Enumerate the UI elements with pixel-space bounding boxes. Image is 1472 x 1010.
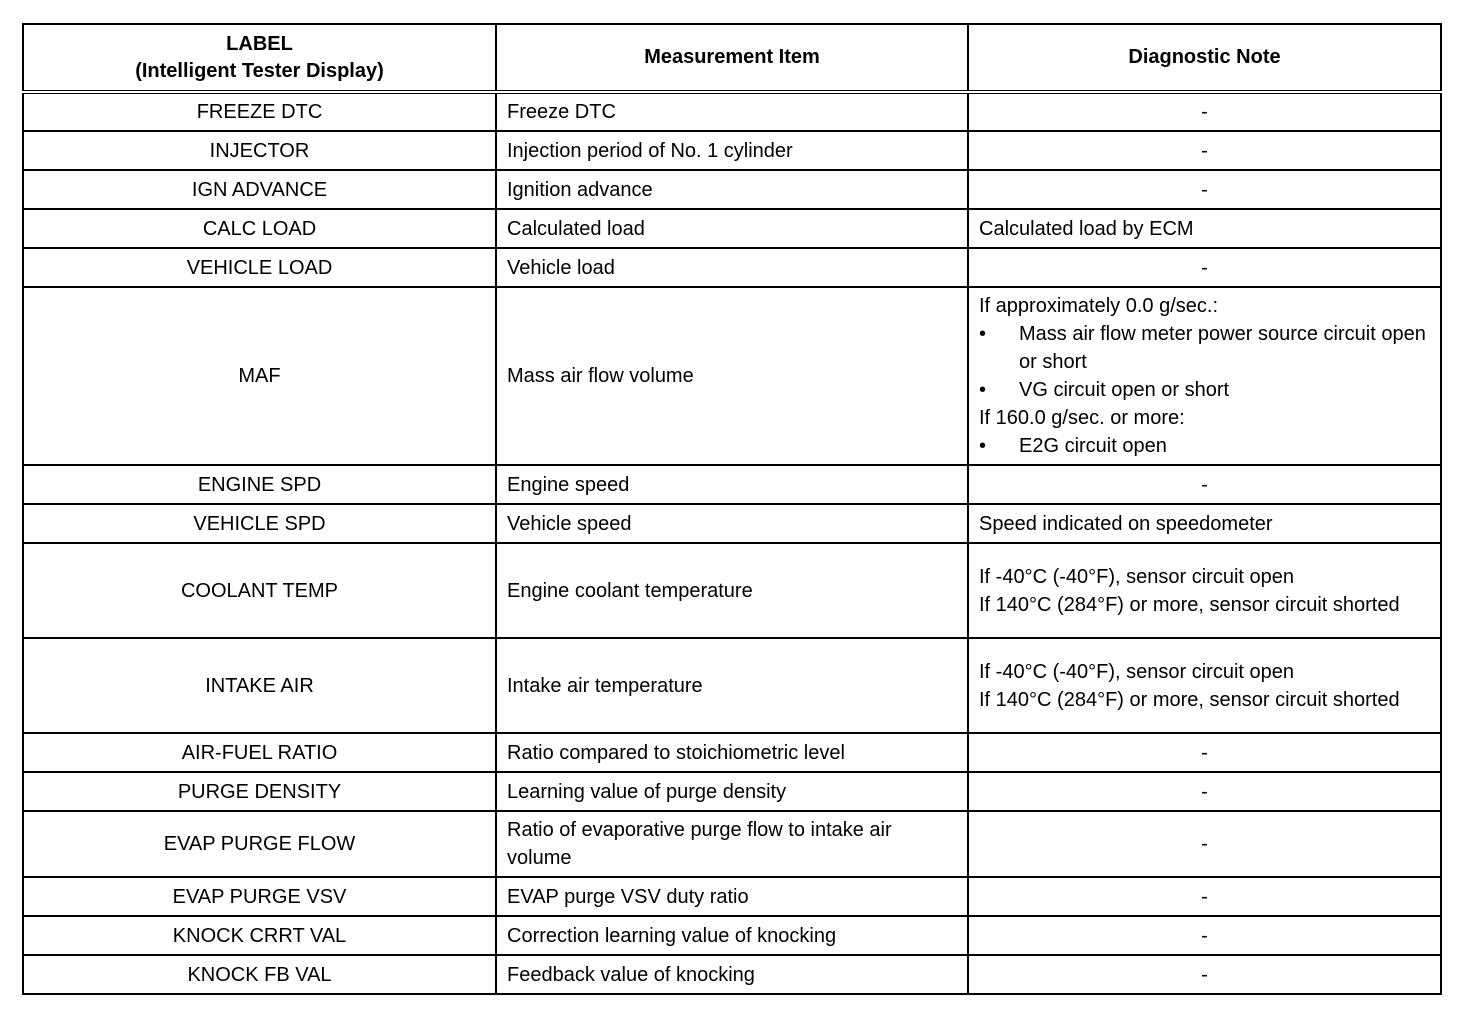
- header-measurement: Measurement Item: [496, 24, 968, 92]
- cell-item: Vehicle load: [496, 248, 968, 287]
- cell-item: Freeze DTC: [496, 92, 968, 131]
- cell-note: -: [968, 170, 1441, 209]
- note-line: If approximately 0.0 g/sec.:: [979, 295, 1219, 317]
- cell-label: CALC LOAD: [23, 209, 496, 248]
- cell-item: Mass air flow volume: [496, 287, 968, 465]
- cell-item: Engine speed: [496, 465, 968, 504]
- table-row: [23, 638, 1441, 733]
- cell-item: Ratio of evaporative purge flow to intake air volume: [496, 811, 968, 877]
- cell-item: Ratio compared to stoichiometric level: [496, 733, 968, 772]
- cell-item: Calculated load: [496, 209, 968, 248]
- cell-item: Engine coolant temperature: [496, 543, 968, 638]
- cell-item: Ignition advance: [496, 170, 968, 209]
- note-line: If -40°C (-40°F), sensor circuit open: [979, 565, 1294, 588]
- header-label: [23, 24, 496, 92]
- cell-label: IGN ADVANCE: [23, 170, 496, 209]
- table-row: [23, 543, 1441, 638]
- cell-note: [968, 638, 1441, 733]
- table-row: [23, 733, 1441, 772]
- note-bullet-line: [979, 432, 1430, 460]
- table-row: [23, 504, 1441, 543]
- cell-item: Intake air temperature: [496, 638, 968, 733]
- cell-label: PURGE DENSITY: [23, 772, 496, 811]
- cell-label: KNOCK CRRT VAL: [23, 916, 496, 955]
- cell-note: -: [968, 131, 1441, 170]
- cell-label: VEHICLE SPD: [23, 504, 496, 543]
- cell-label: COOLANT TEMP: [23, 543, 496, 638]
- cell-label: KNOCK FB VAL: [23, 955, 496, 994]
- table-row: [23, 209, 1441, 248]
- note-bullet-text: VG circuit open or short: [1019, 379, 1230, 401]
- table-row: [23, 465, 1441, 504]
- cell-note: -: [968, 916, 1441, 955]
- cell-note: -: [968, 877, 1441, 916]
- cell-note: -: [968, 248, 1441, 287]
- table-row: [23, 955, 1441, 994]
- cell-label: EVAP PURGE VSV: [23, 877, 496, 916]
- cell-item: Injection period of No. 1 cylinder: [496, 131, 968, 170]
- cell-note: -: [968, 811, 1441, 877]
- cell-note: [968, 543, 1441, 638]
- cell-note: -: [968, 772, 1441, 811]
- table-row: [23, 772, 1441, 811]
- cell-note: -: [968, 465, 1441, 504]
- header-label-line2: (Intelligent Tester Display): [135, 59, 384, 82]
- bullet-icon: •: [979, 435, 987, 457]
- cell-label: VEHICLE LOAD: [23, 248, 496, 287]
- cell-label: EVAP PURGE FLOW: [23, 811, 496, 877]
- header-note: Diagnostic Note: [968, 24, 1441, 92]
- cell-label: INTAKE AIR: [23, 638, 496, 733]
- table-row: [23, 131, 1441, 170]
- table-row: [23, 811, 1441, 877]
- cell-item: Feedback value of knocking: [496, 955, 968, 994]
- cell-note: -: [968, 733, 1441, 772]
- cell-note: -: [968, 955, 1441, 994]
- bullet-icon: •: [979, 323, 987, 345]
- cell-item: Learning value of purge density: [496, 772, 968, 811]
- table-row: [23, 170, 1441, 209]
- table-row: [23, 92, 1441, 131]
- note-bullet-line: [979, 376, 1430, 404]
- cell-label: FREEZE DTC: [23, 92, 496, 131]
- cell-label: INJECTOR: [23, 131, 496, 170]
- note-bullet-text: Mass air flow meter power source circuit open or short: [1019, 323, 1426, 373]
- cell-label: ENGINE SPD: [23, 465, 496, 504]
- note-bullet-line: [979, 320, 1430, 376]
- table-row: [23, 877, 1441, 916]
- cell-item: Vehicle speed: [496, 504, 968, 543]
- note-line: If 140°C (284°F) or more, sensor circuit shorted: [979, 593, 1400, 616]
- note-line: If 160.0 g/sec. or more:: [979, 407, 1185, 429]
- note-line: If 140°C (284°F) or more, sensor circuit shorted: [979, 688, 1400, 711]
- diagnostic-data-table: [22, 23, 1442, 995]
- bullet-icon: •: [979, 379, 987, 401]
- cell-label: MAF: [23, 287, 496, 465]
- note-line: If -40°C (-40°F), sensor circuit open: [979, 660, 1294, 683]
- cell-note: Calculated load by ECM: [968, 209, 1441, 248]
- cell-note: [968, 287, 1441, 465]
- table-row: [23, 287, 1441, 465]
- cell-label: AIR-FUEL RATIO: [23, 733, 496, 772]
- table-header-row: [23, 24, 1441, 92]
- cell-note: Speed indicated on speedometer: [968, 504, 1441, 543]
- cell-item: EVAP purge VSV duty ratio: [496, 877, 968, 916]
- header-label-line1: LABEL: [226, 32, 293, 55]
- cell-item: Correction learning value of knocking: [496, 916, 968, 955]
- cell-note: -: [968, 92, 1441, 131]
- table-row: [23, 916, 1441, 955]
- note-bullet-text: E2G circuit open: [1019, 435, 1167, 457]
- table-row: [23, 248, 1441, 287]
